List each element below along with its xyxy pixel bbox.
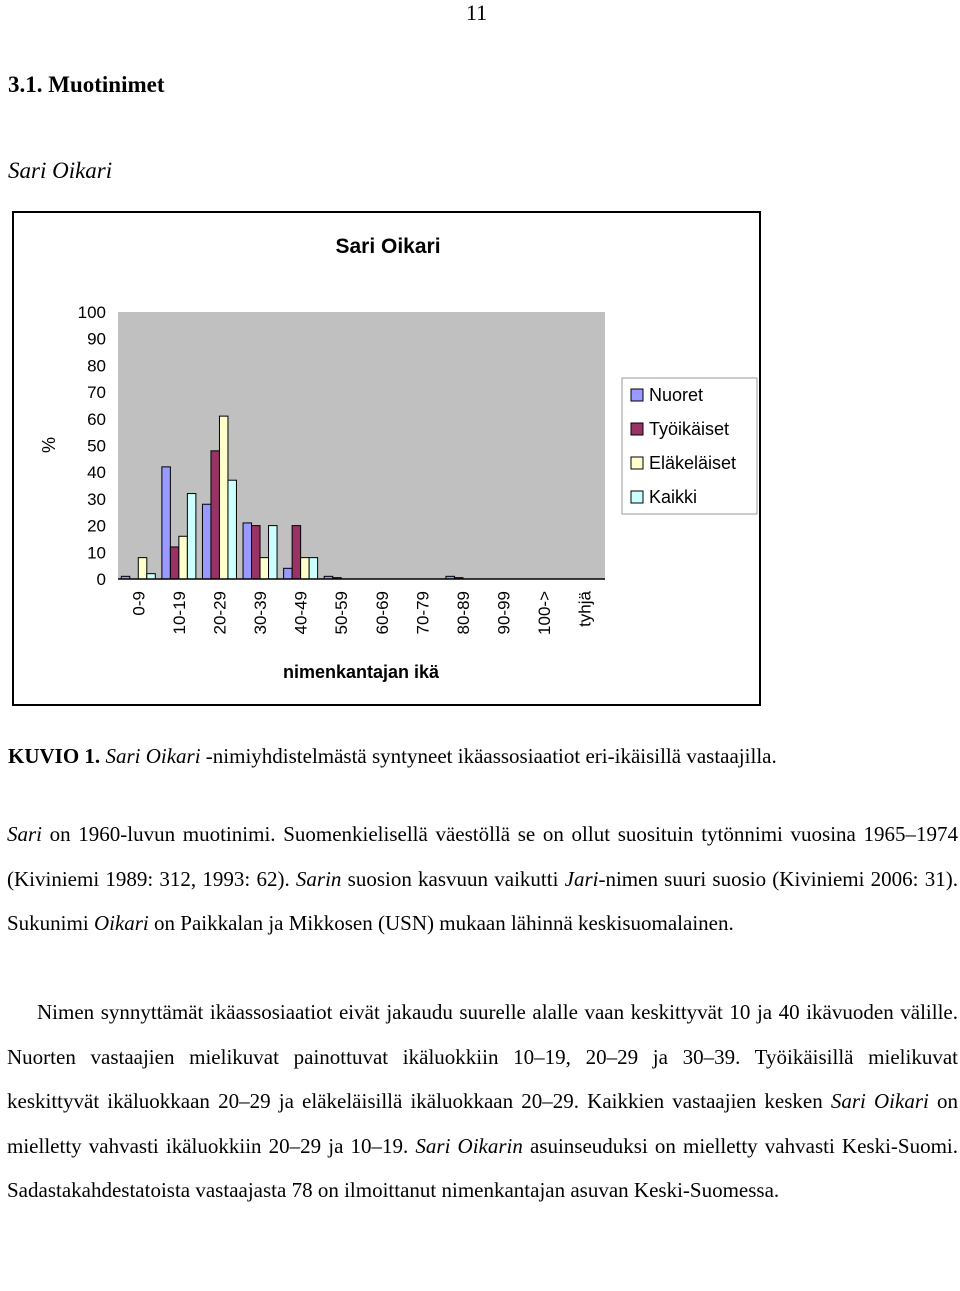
- bar-eläkeläiset-30-39: [260, 558, 269, 579]
- paragraph-1-text-1: on 1960-luvun muotinimi. Suomenkielisellä väestöllä se on ollut suosituin tytönnimi vuosina 1965–1974 (Kiviniemi 1989: 312, 1993: 62).: [7, 822, 958, 891]
- y-tick-label: 80: [87, 356, 106, 376]
- legend-swatch: [631, 457, 643, 469]
- bar-nuoret-10-19: [162, 467, 171, 579]
- name-sari-oikari: Sari Oikari: [830, 1089, 929, 1113]
- bar-nuoret-30-39: [243, 523, 252, 579]
- bar-kaikki-10-19: [187, 494, 196, 579]
- bar-eläkeläiset-40-49: [301, 558, 310, 579]
- legend-label: Nuoret: [649, 385, 704, 405]
- paragraph-2: [7, 990, 958, 1213]
- bar-eläkeläiset-20-29: [219, 416, 228, 579]
- x-tick-label: 90-99: [494, 591, 514, 635]
- name-sari: Sari: [7, 822, 43, 846]
- legend-label: Eläkeläiset: [649, 453, 737, 473]
- x-tick-label: 70-79: [413, 591, 433, 635]
- x-tick-label: 30-39: [251, 591, 271, 635]
- bar-työikäiset-20-29: [211, 451, 220, 579]
- y-tick-label: 40: [87, 463, 106, 483]
- y-tick-label: 50: [87, 436, 106, 456]
- x-tick-label: 50-59: [332, 591, 352, 635]
- paragraph-2-text-1: Nimen synnyttämät ikäassosiaatiot eivät jakaudu suurelle alalle vaan keskittyvät 10 ja 40 ikävuoden välille. Nuorten vastaajien mielikuvat painottuvat ikäluokkiin 10–19, 20–29 ja 30–39. Työikäisillä mielikuvat keskittyvät ikäluokkaan 20–29 ja eläkeläisillä ikäluokkaan 20–29. Kaikkien vastaajien kesken: [7, 1000, 958, 1113]
- x-tick-label: 100->: [535, 591, 555, 635]
- x-axis-label: nimenkantajan ikä: [282, 662, 440, 682]
- y-tick-label: 10: [87, 543, 106, 563]
- x-tick-label: 80-89: [453, 591, 473, 635]
- figure-caption: [8, 744, 777, 769]
- y-tick-label: 90: [87, 329, 106, 349]
- name-oikari: Oikari: [93, 911, 149, 935]
- legend-swatch: [631, 389, 643, 401]
- bar-työikäiset-10-19: [170, 547, 179, 579]
- paragraph-2-text-2: on mielletty vahvasti ikäluokkiin 20–29 ja 10–19.: [7, 1089, 958, 1158]
- paragraph-1-text-3: -nimen suuri suosio (Kiviniemi 2006: 31). Sukunimi: [7, 866, 958, 935]
- paragraph-1-text-4: on Paikkalan ja Mikkosen (USN) mukaan lähinnä keskisuomalainen.: [148, 911, 734, 935]
- chart-frame: [12, 211, 761, 706]
- chart-legend: [622, 378, 757, 514]
- bar-nuoret-40-49: [284, 568, 293, 579]
- caption-label: KUVIO 1.: [8, 744, 101, 768]
- name-sari-oikarin: Sari Oikarin: [415, 1133, 523, 1158]
- chart-title: Sari Oikari: [335, 235, 441, 258]
- y-tick-label: 0: [96, 570, 106, 589]
- legend-label: Kaikki: [649, 487, 698, 507]
- y-tick-label: 60: [87, 409, 106, 429]
- bar-kaikki-0-9: [147, 574, 156, 579]
- paragraph-1-text-2: suosion kasvuun vaikutti: [341, 866, 565, 891]
- x-tick-label: 60-69: [372, 591, 392, 635]
- x-tick-label: 20-29: [210, 591, 230, 635]
- y-tick-label: 70: [87, 383, 106, 403]
- name-subheading: Sari Oikari: [8, 158, 113, 183]
- bar-nuoret-20-29: [202, 504, 211, 579]
- legend-swatch: [631, 491, 643, 503]
- caption-text: -nimiyhdistelmästä syntyneet ikäassosiaatiot eri-ikäisillä vastaajilla.: [200, 744, 777, 768]
- bar-eläkeläiset-10-19: [179, 536, 188, 579]
- bar-työikäiset-30-39: [252, 526, 261, 579]
- bar-kaikki-30-39: [269, 526, 278, 579]
- x-tick-label: 0-9: [129, 591, 149, 616]
- bar-työikäiset-40-49: [292, 526, 301, 579]
- legend-label: Työikäiset: [649, 419, 730, 439]
- y-axis-label: %: [39, 436, 59, 454]
- y-tick-label: 20: [87, 516, 106, 536]
- bar-kaikki-20-29: [228, 480, 237, 579]
- name-sarin: Sarin: [295, 866, 342, 891]
- bar-kaikki-40-49: [309, 558, 318, 579]
- y-tick-label: 100: [77, 303, 106, 322]
- section-heading: 3.1. Muotinimet: [8, 72, 165, 97]
- bar-eläkeläiset-0-9: [138, 558, 147, 579]
- legend-swatch: [631, 423, 643, 435]
- paragraph-1: [7, 812, 958, 946]
- name-jari: Jari: [564, 866, 599, 891]
- x-tick-label: tyhjä: [575, 591, 595, 627]
- x-tick-label: 10-19: [169, 591, 189, 635]
- x-tick-label: 40-49: [291, 591, 311, 635]
- paragraph-2-text-3: asuinseuduksi on mielletty vahvasti Keski-Suomi. Sadastakahdestatoista vastaajasta 78 on ilmoittanut nimenkantajan asuvan Keski-Suomessa.: [7, 1133, 958, 1202]
- page-number: 11: [466, 0, 488, 25]
- bar-chart: [14, 213, 763, 708]
- y-tick-label: 30: [87, 489, 106, 509]
- caption-name: Sari Oikari: [105, 744, 201, 768]
